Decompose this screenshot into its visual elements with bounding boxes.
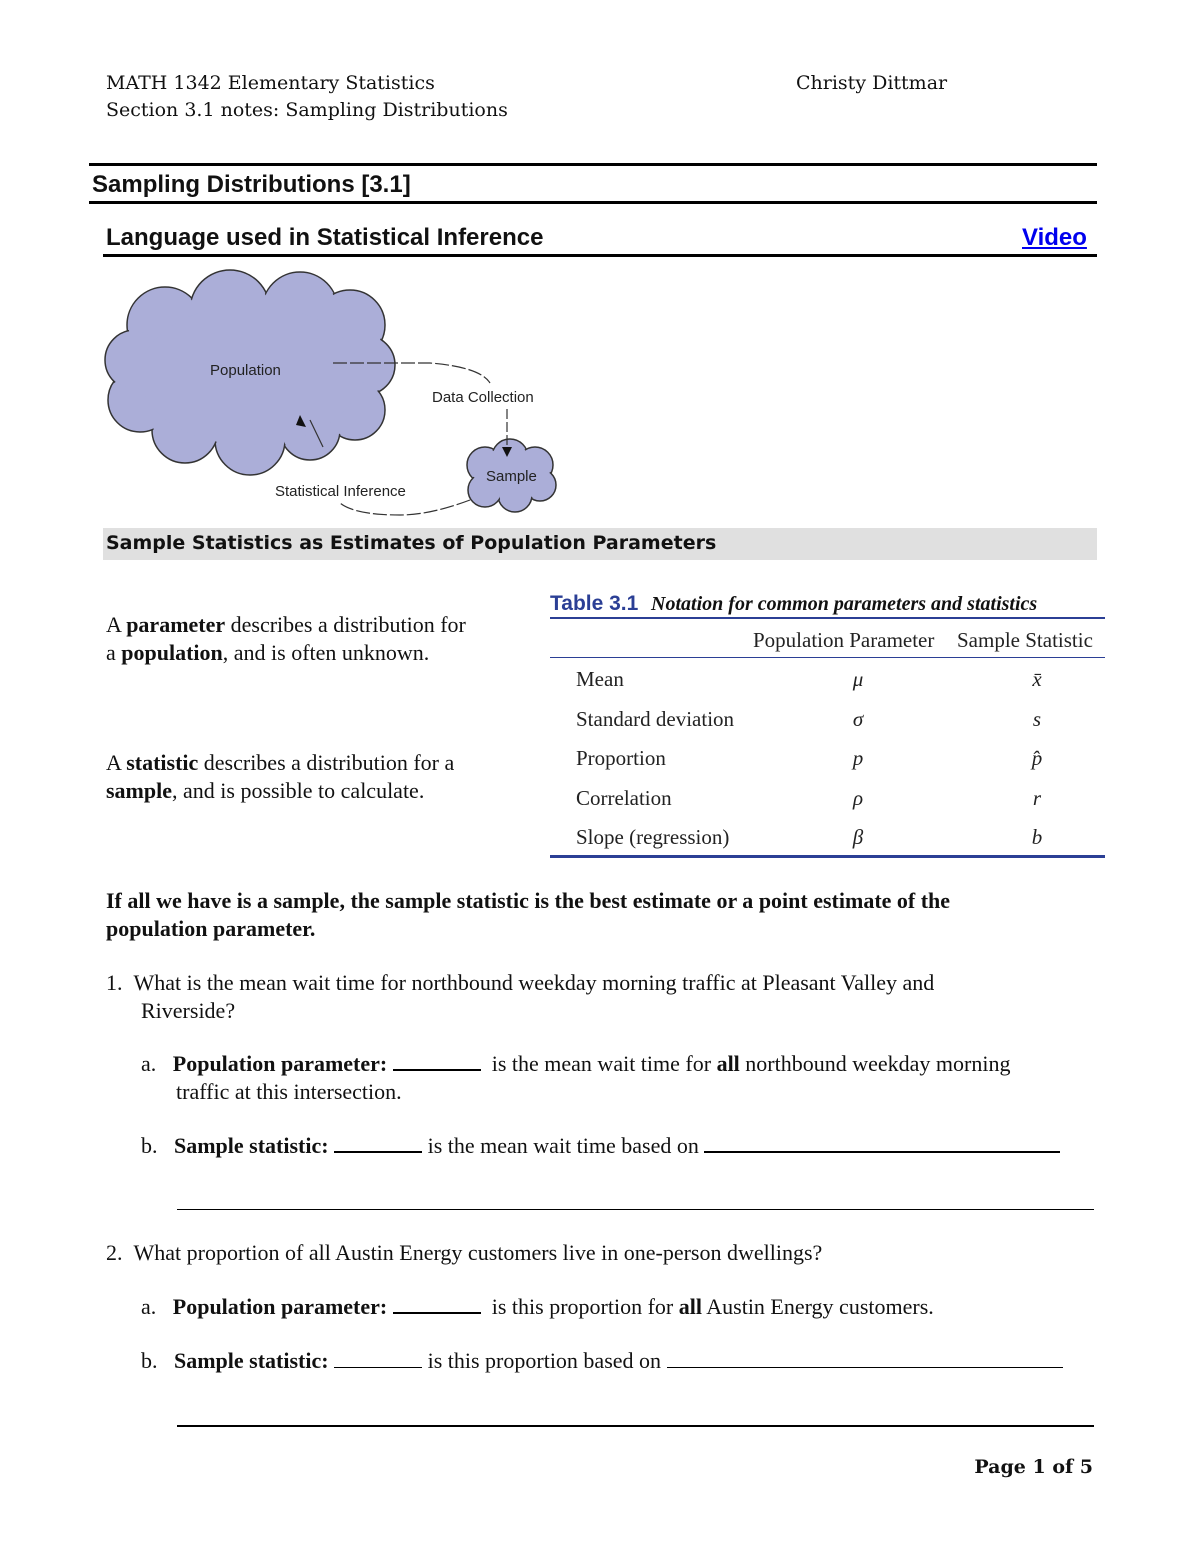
answer-blank[interactable] bbox=[393, 1051, 481, 1071]
parameter-symbol: p bbox=[852, 746, 864, 770]
answer-blank[interactable] bbox=[334, 1349, 422, 1368]
statistic-symbol: s bbox=[1032, 706, 1042, 731]
video-link[interactable]: Video bbox=[1022, 224, 1087, 251]
statistic-symbol: x̄ bbox=[1032, 667, 1042, 691]
page-title: Sampling Distributions [3.1] bbox=[92, 171, 411, 198]
parameter-symbol: σ bbox=[852, 706, 864, 731]
statistic-symbol: b bbox=[1031, 825, 1043, 849]
parameter-definition: A parameter describes a distribution for a population, and is often unknown. bbox=[106, 612, 466, 665]
col-header-parameter: Population Parameter bbox=[753, 628, 935, 652]
question-2: 2. What proportion of all Austin Energy customers live in one-person dwellings? bbox=[106, 1240, 823, 1265]
page-number: Page 1 of 5 bbox=[974, 1456, 1093, 1478]
col-header-statistic: Sample Statistic bbox=[957, 628, 1093, 652]
statistical-inference-diagram bbox=[100, 265, 580, 525]
parameter-symbol: β bbox=[852, 825, 864, 849]
table-caption: Table 3.1 Notation for common parameters and statistics bbox=[550, 592, 1038, 615]
statistic-symbol: r bbox=[1032, 785, 1042, 810]
statistic-symbol: p̂ bbox=[1031, 746, 1043, 770]
question-2b: b. Sample statistic: is this proportion based on bbox=[141, 1348, 1063, 1374]
answer-blank[interactable] bbox=[667, 1349, 1063, 1368]
shaded-heading-bar bbox=[103, 528, 1097, 560]
question-1b: b. Sample statistic: is the mean wait time based on bbox=[141, 1132, 1060, 1160]
section-heading: Language used in Statistical Inference bbox=[106, 224, 544, 251]
parameter-symbol: ρ bbox=[852, 785, 864, 810]
table-row-label: Slope (regression) bbox=[576, 825, 730, 849]
divider bbox=[103, 254, 1097, 257]
answer-blank[interactable] bbox=[393, 1294, 481, 1314]
course-title: MATH 1342 Elementary Statistics bbox=[106, 72, 435, 94]
table-row-label: Proportion bbox=[576, 746, 666, 770]
data-collection-label: Data Collection bbox=[432, 389, 534, 406]
table-row-label: Mean bbox=[576, 667, 624, 691]
question-1: 1. What is the mean wait time for northbound weekday morning traffic at Pleasant Valley and Riverside? bbox=[106, 970, 935, 1023]
question-1a: a. Population parameter: is the mean wait time for all northbound weekday morning traffic at this intersection. bbox=[141, 1051, 1011, 1104]
parameter-symbol: μ bbox=[852, 667, 864, 691]
divider bbox=[89, 163, 1097, 166]
population-label: Population bbox=[210, 362, 281, 379]
inference-label: Statistical Inference bbox=[275, 483, 406, 500]
answer-blank[interactable] bbox=[334, 1133, 422, 1153]
author: Christy Dittmar bbox=[796, 72, 948, 94]
answer-blank[interactable] bbox=[704, 1133, 1060, 1153]
divider bbox=[89, 201, 1097, 204]
section-title: Section 3.1 notes: Sampling Distributions bbox=[106, 99, 508, 121]
point-estimate-statement: If all we have is a sample, the sample statistic is the best estimate or a point estimate of the population parameter. bbox=[106, 888, 951, 941]
table-row-label: Standard deviation bbox=[576, 706, 735, 731]
sample-label: Sample bbox=[486, 468, 537, 485]
answer-line[interactable] bbox=[177, 1209, 1094, 1210]
answer-line[interactable] bbox=[177, 1425, 1094, 1427]
question-2a: a. Population parameter: is this proportion for all Austin Energy customers. bbox=[141, 1294, 934, 1319]
table-row-label: Correlation bbox=[576, 785, 672, 810]
statistic-definition: A statistic describes a distribution for a sample, and is possible to calculate. bbox=[106, 750, 455, 803]
shaded-heading: Sample Statistics as Estimates of Population Parameters bbox=[106, 532, 717, 554]
